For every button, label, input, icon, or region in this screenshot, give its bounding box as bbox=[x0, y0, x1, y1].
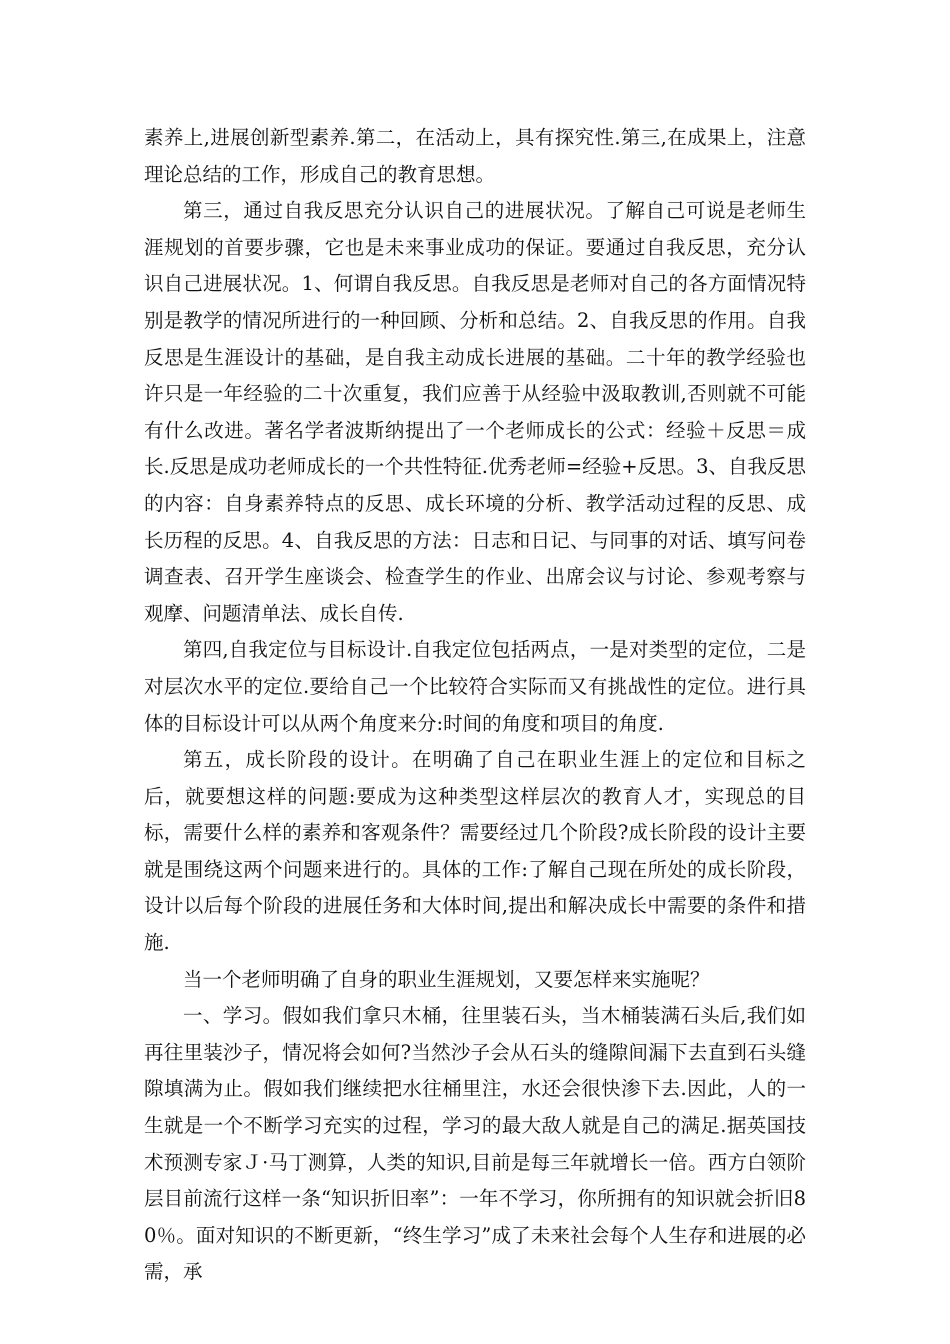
paragraph-3: 第四,自我定位与目标设计.自我定位包括两点，一是对类型的定位，二是对层次水平的定位.要给自己一个比较符合实际而又有挑战性的定位。进行具体的目标设计可以从两个角度来分:时间的角度和项目的角度. bbox=[144, 638, 806, 735]
document-body bbox=[144, 120, 806, 1291]
paragraph-2: 第三，通过自我反思充分认识自己的进展状况。了解自己可说是老师生涯规划的首要步骤，它也是未来事业成功的保证。要通过自我反思，充分认识自己进展状况。1、何谓自我反思。自我反思是老师对自己的各方面情况特别是教学的情况所进行的一种回顾、分析和总结。2、自我反思的作用。自我反思是生涯设计的基础，是自我主动成长进展的基础。二十年的教学经验也许只是一年经验的二十次重复，我们应善于从经验中汲取教训,否则就不可能有什么改进。著名学者波斯纳提出了一个老师成长的公式：经验＋反思＝成长.反思是成功老师成长的一个共性特征.优秀老师=经验+反思。3、自我反思的内容：自身素养特点的反思、成长环境的分析、教学活动过程的反思、成长历程的反思。4、自我反思的方法：日志和日记、与同事的对话、填写问卷调查表、召开学生座谈会、检查学生的作业、出席会议与讨论、参观考察与观摩、问题清单法、成长自传. bbox=[144, 199, 806, 625]
paragraph-4: 第五，成长阶段的设计。在明确了自己在职业生涯上的定位和目标之后，就要想这样的问题:要成为这种类型这样层次的教育人才，实现总的目标，需要什么样的素养和客观条件？需要经过几个阶段?成长阶段的设计主要就是围绕这两个问题来进行的。具体的工作:了解自己现在所处的成长阶段，设计以后每个阶段的进展任务和大体时间,提出和解决成长中需要的条件和措施. bbox=[144, 748, 806, 955]
paragraph-1: 素养上,进展创新型素养.第二，在活动上，具有探究性.第三,在成果上，注意理论总结的工作，形成自己的教育思想。 bbox=[144, 126, 806, 186]
paragraph-6: 一、学习。假如我们拿只木桶，往里装石头，当木桶装满石头后,我们如再往里装沙子，情况将会如何?当然沙子会从石头的缝隙间漏下去直到石头缝隙填满为止。假如我们继续把水往桶里注，水还会很快渗下去.因此，人的一生就是一个不断学习充实的过程，学习的最大敌人就是自己的满足.据英国技术预测专家Ｊ·马丁测算，人类的知识,目前是每三年就增长一倍。西方白领阶层目前流行这样一条“知识折旧率”：一年不学习，你所拥有的知识就会折旧80％。面对知识的不断更新，“终生学习”成了未来社会每个人生存和进展的必需，承 bbox=[144, 1004, 806, 1284]
paragraph-5: 当一个老师明确了自身的职业生涯规划，又要怎样来实施呢？ bbox=[183, 967, 710, 991]
